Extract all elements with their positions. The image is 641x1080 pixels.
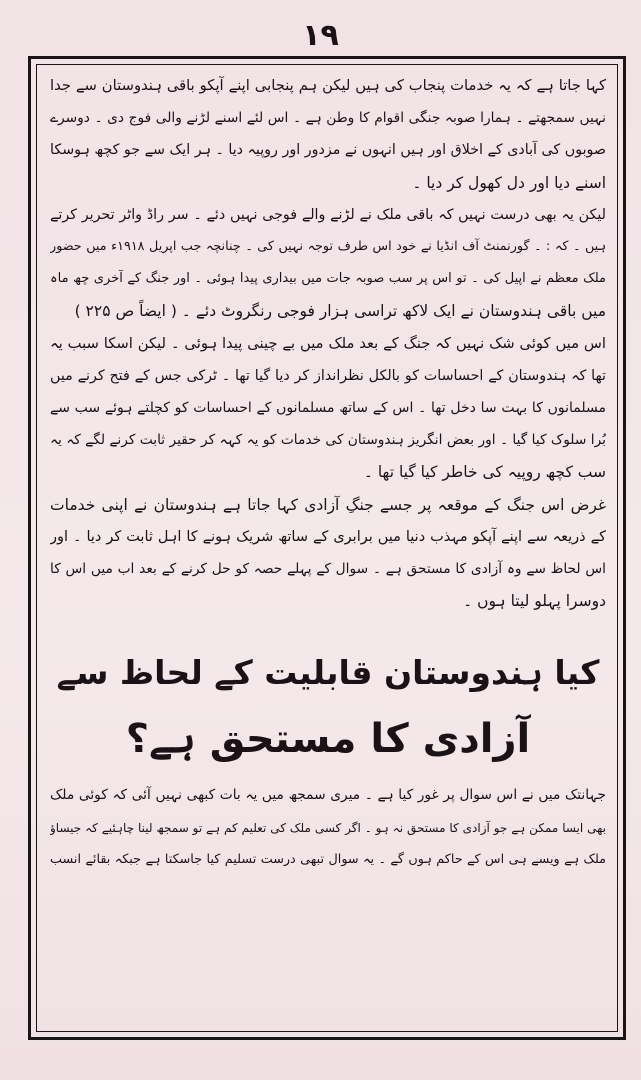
- paragraph-2: [50, 199, 606, 328]
- text-line: اس میں کوئی شک نہیں کہ جنگ کے بعد ملک میں بے چینی پیدا ہوئی ۔ لیکن اسکا سبب یہ: [50, 334, 606, 352]
- page-number: ۱۹: [302, 18, 339, 53]
- paragraph-5: [50, 779, 606, 876]
- section-heading-line-1: کیا ہندوستان قابلیت کے لحاظ سے: [56, 653, 600, 693]
- paragraph-3: [50, 328, 606, 489]
- section-heading-line-2: آزادی کا مستحق ہے؟: [125, 716, 531, 763]
- text-line: کے ذریعہ سے اپنے آپکو مہذب دنیا میں برابری کے ساتھ شریک ہونے کا اہل ثابت کر دیا ۔ اور: [50, 528, 606, 545]
- text-line: مسلمانوں کا بہت سا دخل تھا ۔ اس کے ساتھ مسلمانوں کے احساسات کو کچلتے ہوئے سب سے: [50, 400, 606, 417]
- text-line: نہیں سمجھتے ۔ ہمارا صوبہ جنگی اقوام کا وطن ہے ۔ اس لئے اسنے لڑنے والی فوج دی ۔ دوسرے: [50, 110, 606, 127]
- text-line: جہانتک میں نے اس سوال پر غور کیا ہے ۔ میری سمجھ میں یہ بات کبھی نہیں آئی کہ کوئی ملک: [50, 787, 606, 804]
- text-line: لیکن یہ بھی درست نہیں کہ باقی ملک نے لڑنے والے فوجی نہیں دئے ۔ سر راڈ واٹر تحریر کرتے: [50, 206, 606, 223]
- text-line: سب کچھ روپیہ کی خاطر کیا گیا تھا ۔: [363, 463, 606, 482]
- text-line: دوسرا پہلو لیتا ہوں ۔: [463, 592, 606, 611]
- text-line: بُرا سلوک کیا گیا ۔ اور بعض انگریز ہندوستان کی خدمات کو یہ کہہ کر حقیر ثابت کرنے لگے کہ یہ: [50, 432, 606, 449]
- text-line: اس لحاظ سے وہ آزادی کا مستحق ہے ۔ سوال کے پہلے حصہ کو حل کرنے کے بعد اب میں اس کا: [50, 561, 606, 578]
- text-line: ملک ہے ویسے ہی اس کے حاکم ہوں گے ۔ یہ سوال تبھی درست تسلیم کیا جاسکتا ہے جبکہ بقائے انسب: [50, 851, 606, 867]
- text-line: اسنے دیا اور دل کھول کر دیا ۔: [412, 173, 606, 192]
- text-line: صوبوں کی آبادی کے اخلاق اور ہیں انہوں نے مزدور اور روپیہ دیا ۔ ہر ایک سے جو کچھ ہوسکا: [50, 142, 606, 159]
- text-line: کہا جاتا ہے کہ یہ خدمات پنجاب کی ہیں لیکن ہم پنجابی اپنے آپکو باقی ہندوستان سے جدا: [50, 77, 606, 94]
- text-line: غرض اس جنگ کے موقعہ پر جسے جنگِ آزادی کہا جاتا ہے ہندوستان نے اپنی خدمات: [50, 495, 606, 514]
- paragraph-4: [50, 489, 606, 618]
- paragraph-1: [50, 70, 606, 199]
- text-line: میں باقی ہندوستان نے ایک لاکھ تراسی ہزار فوجی رنگروٹ دئے ۔ ( ایضاً ص ۲۲۵ ): [74, 302, 606, 321]
- text-line: ہیں ۔ کہ : ۔ گورنمنٹ آف انڈیا نے خود اس طرف توجہ نہیں کی ۔ چنانچہ جب اپریل ۱۹۱۸ء میں حضور: [50, 239, 606, 255]
- text-line: ملک معظم نے اپیل کی ۔ تو اس پر سب صوبہ جات میں بیداری پیدا ہوئی ۔ اور جنگ کے آخری چھ ماہ: [50, 271, 606, 287]
- text-line: بھی ایسا ممکن ہے جو آزادی کا مستحق نہ ہو ۔ اگر کسی ملک کی تعلیم کم ہے تو سمجھ لینا چاہئیے کہ جیساؤ: [50, 820, 606, 835]
- text-line: تھا کہ ہندوستان کے احساسات کو بالکل نظرانداز کر دیا گیا تھا ۔ ٹرکی جس کے فتح کرنے میں: [50, 367, 606, 384]
- page-content: [50, 70, 606, 1025]
